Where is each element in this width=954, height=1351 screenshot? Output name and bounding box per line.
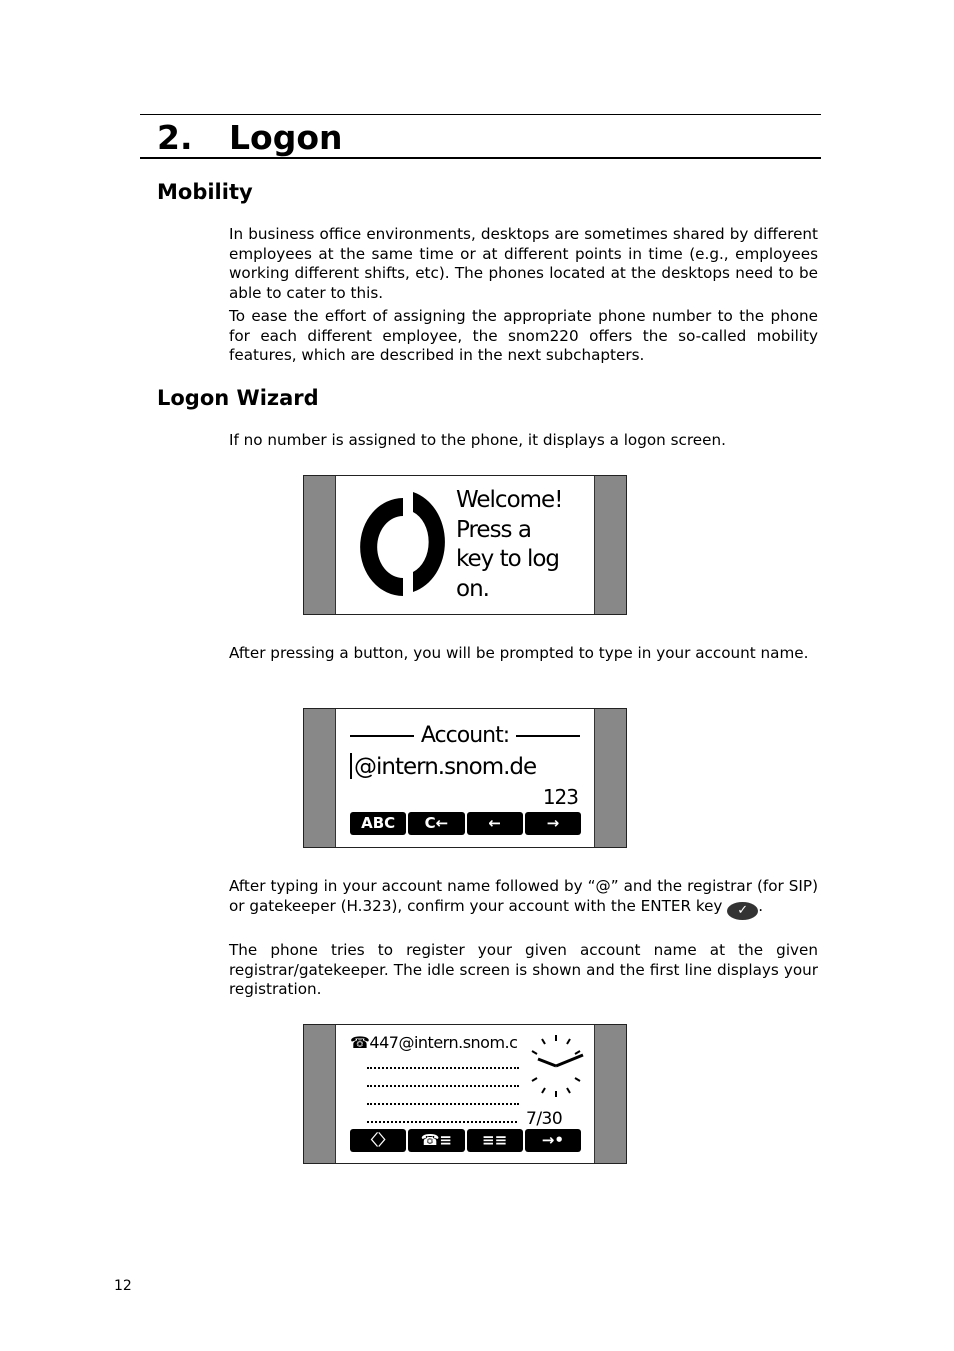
softkey-call-list: ☎≡ [408, 1129, 464, 1152]
chapter-rule-bottom [140, 157, 821, 159]
paragraph-logon-4: The phone tries to register your given account name at the given registrar/gatekeeper. The idle screen is shown and the first line displays your registration. [229, 941, 818, 999]
lcd-screen-idle [303, 1024, 627, 1164]
softkey-right: → [525, 812, 581, 835]
chapter-title: Logon [229, 118, 343, 157]
softkey-bar [350, 812, 581, 835]
chapter-heading [157, 118, 343, 158]
empty-line [367, 1103, 519, 1105]
welcome-message [456, 486, 562, 604]
softkey-directory: ≡≡ [467, 1129, 523, 1152]
message-counter: 7/30 [526, 1109, 563, 1129]
registration-line: ☎447@intern.snom.c [350, 1033, 518, 1052]
chapter-rule-top [140, 114, 821, 115]
section-heading-logon-wizard: Logon Wizard [157, 386, 319, 410]
paragraph-logon-3-end: . [758, 896, 764, 915]
account-value: @intern.snom.de [354, 754, 537, 780]
section-heading-mobility: Mobility [157, 180, 253, 204]
lcd-display [336, 476, 594, 614]
welcome-line: key to log [456, 546, 560, 572]
softkey-clear: C← [408, 812, 464, 835]
paragraph-logon-3-text: After typing in your account name followed by “@” and the registrar (for SIP) or gatekeeper (H.323), confirm your account with the ENTER key [229, 877, 818, 915]
lcd-display [336, 709, 594, 847]
text-cursor [350, 753, 352, 779]
account-input [350, 753, 536, 781]
paragraph-mobility-1: In business office environments, desktops are sometimes shared by different employees at the same time or at different points in time (e.g., employees working different shifts, etc). The phones located at the desktops need to be able to cater to this. [229, 225, 818, 302]
chapter-number: 2. [157, 118, 193, 157]
screen-bezel-left [304, 709, 336, 847]
lcd-display [336, 1025, 594, 1163]
welcome-line: Press a [456, 516, 531, 543]
paragraph-logon-2: After pressing a button, you will be prompted to type in your account name. [229, 644, 809, 662]
screen-bezel-right [594, 1025, 626, 1163]
screen-bezel-left [304, 476, 336, 614]
enter-key-icon: ✓ [727, 902, 758, 920]
softkey-logo: 〈〉 [350, 1129, 406, 1152]
screen-bezel-right [594, 476, 626, 614]
paragraph-mobility-2: To ease the effort of assigning the appropriate phone number to the phone for each different employee, the snom220 offers the so-called mobility features, which are described in the next subchapters. [229, 307, 818, 365]
paragraph-logon-3 [229, 877, 818, 920]
lcd-screen-account [303, 708, 627, 848]
page-number: 12 [114, 1278, 132, 1294]
softkey-forward: →• [525, 1129, 581, 1152]
screen-bezel-right [594, 709, 626, 847]
welcome-line: on. [456, 575, 489, 602]
analog-clock-icon [526, 1031, 586, 1099]
empty-line [367, 1121, 517, 1123]
account-title-bar [350, 723, 580, 749]
empty-line [367, 1085, 519, 1087]
softkey-bar [350, 1129, 581, 1152]
screen-bezel-left [304, 1025, 336, 1163]
snom-logo-icon [358, 488, 458, 608]
input-mode-indicator: 123 [542, 785, 578, 809]
softkey-abc: ABC [350, 812, 406, 835]
softkey-left: ← [467, 812, 523, 835]
lcd-screen-welcome [303, 475, 627, 615]
account-title: Account: [420, 723, 510, 748]
welcome-line: Welcome! [456, 487, 563, 513]
paragraph-logon-1: If no number is assigned to the phone, it displays a logon screen. [229, 431, 726, 449]
empty-line [367, 1067, 519, 1069]
